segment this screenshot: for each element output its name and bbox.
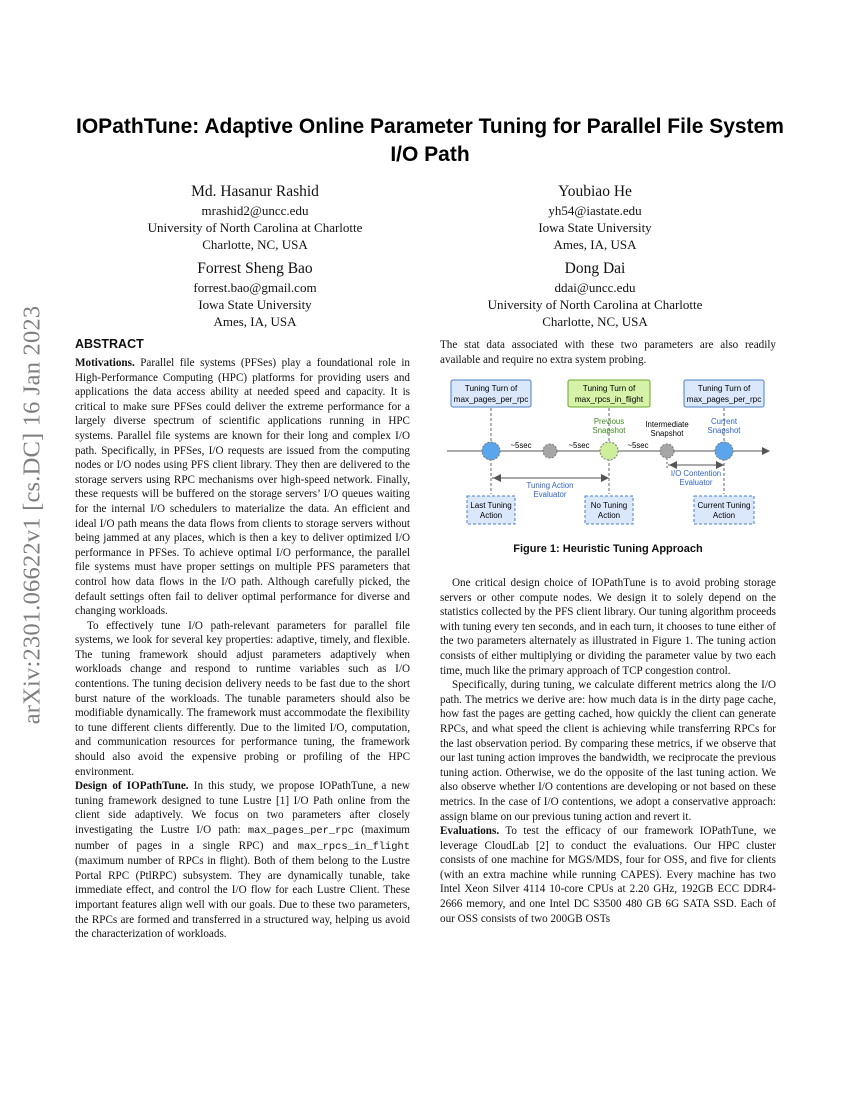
intro-paragraph: The stat data associated with these two parameters are also readily available and require no extra system probing. xyxy=(440,339,776,366)
abstract-design xyxy=(75,779,410,942)
tuning-action-evaluator-label: Tuning Action xyxy=(526,481,574,490)
current-snapshot-label: Current xyxy=(711,417,737,426)
figure-heuristic-tuning xyxy=(443,378,771,538)
timeline-node-gray xyxy=(660,444,674,458)
interval-label: ~5sec xyxy=(510,441,532,450)
abstract-heading: ABSTRACT xyxy=(75,337,144,351)
io-contention-evaluator-label: I/O Contention xyxy=(670,469,722,478)
author-block xyxy=(110,182,400,253)
body-paragraph: One critical design choice of IOPathTune is to avoid probing storage servers or other compute nodes. We design it to solely depend on the statistics collected by the PFS client library. Our tuning algorithm proceeds with tuning every ten seconds, and in each turn, it chooses to tune either of the two parameters alternately as illustrated in Figure 1. The tuning action consists of either multiplying or dividing the parameter value by two each time, much like the primary approach of TCP congestion control. xyxy=(440,577,776,677)
right-column-top xyxy=(440,338,776,367)
timeline-node-gray xyxy=(543,444,557,458)
paragraph-text: (maximum number of RPCs in flight). Both of them belong to the Lustre Portal RPC (PtlRPC) subsystem. They are dynamically tunable, take immediate effect, and control the I/O flow for each Lustre Client. These important features align well with our goals. Due to these two parameters, the RPCs are formed and transferred in a structured way, helping us avoid the characterization of workloads. xyxy=(75,855,410,941)
run-in-heading: Motivations. xyxy=(75,357,135,369)
box-label: Tuning Turn of xyxy=(464,384,518,393)
author-name: Dong Dai xyxy=(564,260,626,277)
box-label: Tuning Turn of xyxy=(697,384,751,393)
box-label: max_pages_per_rpc xyxy=(453,395,529,404)
body-paragraph: Specifically, during tuning, we calculate different metrics along the I/O path. The metrics we derive are: how much data is in the dirty page cache, how fast the pages are getting cached, how quickly the client can generate RPCs, and what speed the client is achieving while transferring RPCs for the last observation period. By comparing these metrics, if we observe that our last tuning action improves the bandwidth, we reciprocate the previous tuning action. Otherwise, we do the opposite of the last tuning action. We also observe whether I/O contentions are developing or not based on these metrics. In the case of I/O contentions, we adopt a conservative approach: assign blame on our previous tuning action and revert it. xyxy=(440,679,776,823)
author-location: Ames, IA, USA xyxy=(213,314,297,329)
current-snapshot-label: Snapshot xyxy=(707,426,741,435)
author-email: ddai@uncc.edu xyxy=(554,280,636,295)
run-in-heading: Evaluations. xyxy=(440,825,500,838)
code-param: max_pages_per_rpc xyxy=(247,825,354,837)
paragraph-text: Parallel file systems (PFSes) play a foundational role in High-Performance Computing (HPC) platforms for providing users and applications the data access ability at needed speed and capacity. It is critical to make sure PFSes could deliver the extreme performance for a largely diverse spectrum of scientific applications running in HPC systems. Parallel file systems are known for their long and complex I/O path. Specifically, in PFSes, I/O requests are issued from the computing nodes or I/O nodes using PFS client library. They then are delivered to the storage servers using RPC mechanisms over high-speed network. Finally, these requests will be buffered on the storage servers’ I/O queues waiting for the internal I/O schedulers to materialize the data. An efficient and ideal I/O path means the data flows from clients to storage servers without being jammed at any places, which is then a key to deliver optimized I/O performance in PFSes. To achieve optimal I/O performance, the parallel file systems must have proper settings on multiple PFS parameters that control how data flows in the I/O path. Although carefully picked, the default settings often fail to deliver optimal performance for diverse and changing workloads. xyxy=(75,357,410,618)
intermediate-snapshot-label: Snapshot xyxy=(650,429,684,438)
evaluations-paragraph xyxy=(440,824,776,926)
action-box-label: Last Tuning xyxy=(470,501,512,510)
action-box-label: Action xyxy=(597,511,621,520)
author-affiliation: Iowa State University xyxy=(198,297,312,312)
action-box-label: No Tuning xyxy=(590,501,628,510)
timeline-node-blue xyxy=(715,442,733,460)
action-box-label: Current Tuning xyxy=(697,501,751,510)
author-block xyxy=(110,259,400,330)
author-affiliation: University of North Carolina at Charlotte xyxy=(487,297,703,312)
paper-title: IOPathTune: Adaptive Online Parameter Tuning for Parallel File System I/O Path xyxy=(76,115,784,166)
author-name: Forrest Sheng Bao xyxy=(197,260,313,277)
tuning-action-evaluator-label: Evaluator xyxy=(533,490,567,499)
arxiv-stamp: arXiv:2301.06622v1 [cs.DC] 16 Jan 2023 xyxy=(18,305,46,725)
author-block xyxy=(450,182,740,253)
author-location: Ames, IA, USA xyxy=(553,237,637,252)
author-email: mrashid2@uncc.edu xyxy=(201,203,309,218)
code-param: max_rpcs_in_flight xyxy=(297,840,410,853)
author-email: yh54@iastate.edu xyxy=(548,203,642,218)
author-affiliation: University of North Carolina at Charlotte xyxy=(147,220,363,235)
author-location: Charlotte, NC, USA xyxy=(202,237,308,252)
interval-label: ~5sec xyxy=(627,441,649,450)
action-box-label: Action xyxy=(479,511,503,520)
author-email: forrest.bao@gmail.com xyxy=(193,280,317,295)
previous-snapshot-label: Snapshot xyxy=(592,426,626,435)
author-block xyxy=(450,259,740,330)
io-contention-evaluator-label: Evaluator xyxy=(679,478,713,487)
figure-caption: Figure 1: Heuristic Tuning Approach xyxy=(513,543,703,555)
action-box-label: Action xyxy=(712,511,736,520)
abstract-paragraph: To effectively tune I/O path-relevant parameters for parallel file systems, we look for several key properties: adaptive, timely, and flexible. The tuning framework should adjust parameters adaptively when workloads change and respond to runtime variables such as I/O contentions. The tuning decision delivery needs to be fast due to the short burst nature of the workloads. The tunable parameters should also be modifiable dynamically. The framework must accommodate the flexibility to tune different clients differently. Due to the limited I/O, computation, and communication resources for performance tuning, the framework should also avoid the expensive probing or profiling of the HPC environment. xyxy=(75,619,410,778)
author-location: Charlotte, NC, USA xyxy=(542,314,648,329)
box-label: max_rpcs_in_flight xyxy=(574,395,644,404)
previous-snapshot-label: Previous xyxy=(593,417,625,426)
abstract-motivations xyxy=(75,356,410,619)
paragraph-text: (maximum number of pages in a single RPC) and xyxy=(75,824,410,852)
interval-label: ~5sec xyxy=(568,441,590,450)
right-column-bottom xyxy=(440,576,776,926)
paragraph-text: In this study, we propose IOPathTune, a new tuning framework designed to tune Lustre [1] I/O Path online from the client side adaptively. We focus on two parameters after closely investigating the Lustre I/O path: xyxy=(75,780,410,836)
intermediate-snapshot-label: Intermediate xyxy=(645,420,689,429)
box-label: Tuning Turn of xyxy=(582,384,636,393)
author-affiliation: Iowa State University xyxy=(538,220,652,235)
author-name: Youbiao He xyxy=(558,183,632,200)
timeline-node-green xyxy=(600,442,618,460)
timeline-node-blue xyxy=(482,442,500,460)
author-name: Md. Hasanur Rashid xyxy=(191,183,319,200)
box-label: max_pages_per_rpc xyxy=(686,395,762,404)
left-column xyxy=(75,336,410,942)
run-in-heading: Design of IOPathTune. xyxy=(75,780,189,793)
paragraph-text: To test the efficacy of our framework IOPathTune, we leverage CloudLab [2] to conduct the evaluations. Our HPC cluster consists of one machine for MGS/MDS, four for OSS, and five for clients (with an extra machine while running CAPES). Every machine has two Intel Xeon Silver 4114 10-core CPUs at 2.20 GHz, 192GB ECC DDR4-2666 memory, and one Intel DC S3500 480 GB 6G SATA SSD. Each of our OSS consists of two 200GB OSTs xyxy=(440,825,776,925)
